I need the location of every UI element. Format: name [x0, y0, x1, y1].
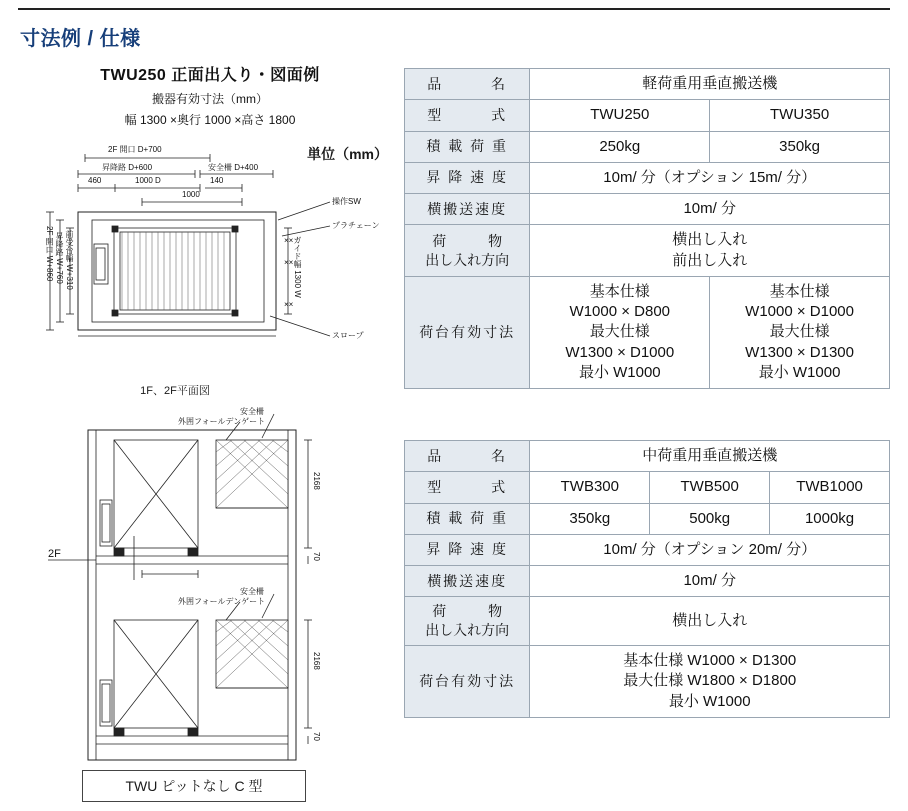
row-value: TWU250	[530, 100, 710, 131]
row-value: 中荷重用垂直搬送機	[530, 441, 890, 472]
figure-title: TWU250 正面出入り・図面例	[100, 67, 320, 84]
plan-mark-2: ××	[284, 258, 294, 267]
elevation-label-2f: 2F	[48, 548, 61, 560]
table-row	[405, 534, 890, 565]
row-value: TWB300	[530, 472, 650, 503]
plan-dim-140: 140	[210, 176, 224, 185]
plan-drawing	[30, 140, 390, 400]
row-value: 250kg	[530, 131, 710, 162]
elevation-label-outer-gate-mid: 外囲フォールデンゲート	[178, 597, 266, 606]
plan-label-left-3: 前受台幅 W+310	[65, 230, 74, 290]
elevation-caption	[82, 770, 306, 802]
row-value: 基本仕様 W1000 × D800 最大仕様 W1300 × D1000 最小 W1000	[530, 276, 710, 388]
row-label: 昇 降 速 度	[405, 534, 530, 565]
row-value: 350kg	[710, 131, 890, 162]
table-row	[405, 131, 890, 162]
elevation-drawing	[30, 404, 390, 769]
row-value: 10m/ 分	[530, 566, 890, 597]
row-label: 昇 降 速 度	[405, 162, 530, 193]
row-label: 積 載 荷 重	[405, 131, 530, 162]
plan-label-shaft: 昇降路 D+600	[102, 163, 153, 172]
row-value: TWB1000	[770, 472, 890, 503]
plan-dim-1000: 1000	[182, 190, 200, 199]
plan-mark-3: ××	[284, 300, 294, 309]
elevation-label-safety-fence-top: 安全柵	[240, 407, 264, 416]
row-value: 500kg	[650, 503, 770, 534]
row-value: 10m/ 分（オプション 15m/ 分）	[530, 162, 890, 193]
table-row	[405, 597, 890, 646]
row-value: 1000kg	[770, 503, 890, 534]
plan-dim-1000d: 1000 D	[135, 176, 161, 185]
elevation-dim-70-upper: 70	[312, 552, 321, 561]
row-value: TWB500	[650, 472, 770, 503]
row-label: 横搬送速度	[405, 566, 530, 597]
elevation-caption-label: TWU ピットなし C 型	[125, 778, 263, 794]
row-value: 基本仕様 W1000 × D1000 最大仕様 W1300 × D1300 最小 W1000	[710, 276, 890, 388]
page-title: 寸法例 / 仕様	[20, 28, 141, 50]
figure-subtitle-1: 搬器有効寸法（mm）	[152, 92, 268, 106]
table-row	[405, 194, 890, 225]
table-row	[405, 225, 890, 277]
elevation-dim-70-lower: 70	[312, 732, 321, 741]
row-value: 基本仕様 W1000 × D1300 最大仕様 W1800 × D1800 最小 W1000	[530, 646, 890, 718]
row-label: 積 載 荷 重	[405, 503, 530, 534]
row-value: 10m/ 分（オプション 20m/ 分）	[530, 534, 890, 565]
plan-label-guide-width: ガイド幅 1300 W	[293, 236, 302, 298]
plan-dim-460: 460	[88, 176, 102, 185]
elevation-label-safety-fence-mid: 安全柵	[240, 587, 264, 596]
row-label: 荷 物 出し入れ方向	[405, 225, 530, 277]
table-row	[405, 472, 890, 503]
row-label: 荷 物 出し入れ方向	[405, 597, 530, 646]
row-value: 350kg	[530, 503, 650, 534]
elevation-dim-2168-upper: 2168	[312, 472, 321, 490]
plan-label-left-1: 2F 開口 W+860	[45, 226, 54, 282]
plan-label-operation-sw: 操作SW	[332, 197, 361, 206]
row-value: 横出し入れ	[530, 597, 890, 646]
row-label: 品 名	[405, 69, 530, 100]
plan-caption: 1F、2F平面図	[140, 385, 210, 397]
table-row	[405, 162, 890, 193]
top-divider	[18, 8, 890, 10]
table-row	[405, 646, 890, 718]
row-label: 荷台有効寸法	[405, 276, 530, 388]
table-row	[405, 100, 890, 131]
table-row	[405, 566, 890, 597]
spec-table-light-duty	[404, 68, 890, 389]
row-value: 軽荷重用垂直搬送機	[530, 69, 890, 100]
plan-label-top-gate: 2F 開口 D+700	[108, 145, 162, 154]
table-row	[405, 69, 890, 100]
row-value: TWU350	[710, 100, 890, 131]
row-value: 10m/ 分	[530, 194, 890, 225]
row-label: 横搬送速度	[405, 194, 530, 225]
row-value: 横出し入れ 前出し入れ	[530, 225, 890, 277]
table-row	[405, 503, 890, 534]
table-row	[405, 276, 890, 388]
elevation-dim-2168-lower: 2168	[312, 652, 321, 670]
figure-subtitle-2: 幅 1300 ×奥行 1000 ×高さ 1800	[124, 113, 296, 127]
plan-label-safety-fence: 安全柵 D+400	[208, 163, 259, 172]
plan-label-plastic-chain: プラチェーン	[332, 221, 380, 230]
row-label: 型 式	[405, 100, 530, 131]
row-label: 品 名	[405, 441, 530, 472]
elevation-label-outer-gate-top: 外囲フォールデンゲート	[178, 417, 266, 426]
plan-mark-1: ××	[284, 236, 294, 245]
row-label: 型 式	[405, 472, 530, 503]
plan-label-left-2: 昇降路 W+760	[55, 232, 64, 284]
spec-table-medium-duty	[404, 440, 890, 718]
unit-label: 単位（mm）	[307, 146, 388, 162]
plan-label-slope: スロープ	[332, 331, 364, 340]
row-label: 荷台有効寸法	[405, 646, 530, 718]
table-row	[405, 441, 890, 472]
